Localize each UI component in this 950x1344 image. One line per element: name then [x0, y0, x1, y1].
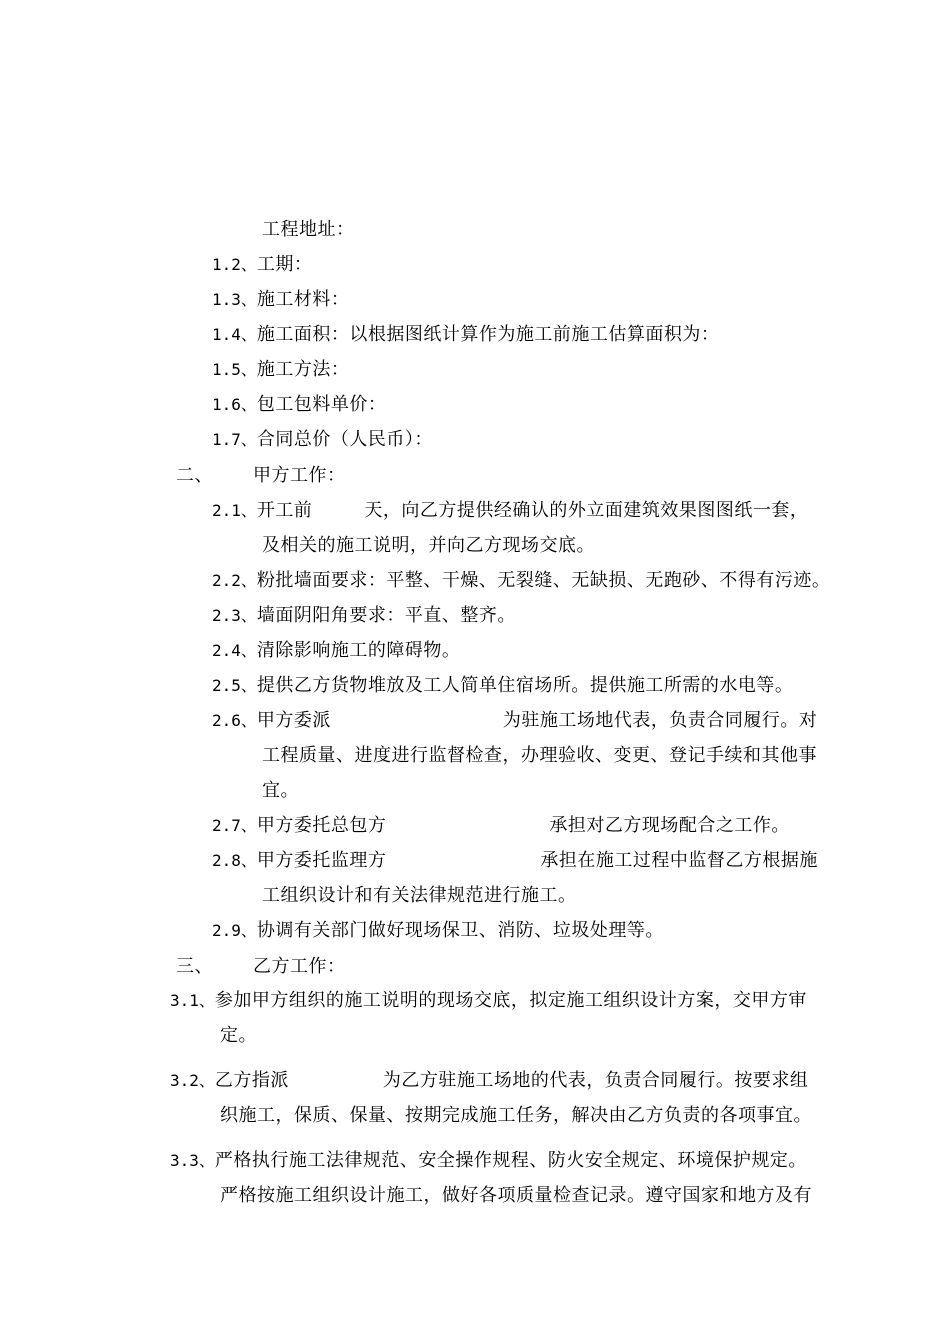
line-number: 2.9、: [212, 921, 257, 940]
line-2-2: [212, 568, 830, 594]
line-number: 2.8、: [212, 851, 257, 870]
line-number: 3.1、: [170, 991, 215, 1010]
line-2-3: [212, 603, 516, 629]
line-text: 提供乙方货物堆放及工人简单住宿场所。提供施工所需的水电等。: [256, 675, 794, 696]
line-1-2: [212, 252, 312, 278]
line-2-1: [212, 498, 808, 524]
line-1-6: [212, 392, 386, 418]
line-text: 清除影响施工的障碍物。: [256, 640, 461, 661]
line-text: 严格按施工组织设计施工，做好各项质量检查记录。遵守国家和地方及有: [220, 1185, 812, 1206]
line-2-6-cont: [262, 743, 817, 769]
section-title: 甲方工作：: [253, 465, 346, 486]
line-text-part-b: 承担在施工过程中监督乙方根据施: [540, 850, 818, 871]
line-text: 施工面积：以根据图纸计算作为施工前施工估算面积为：: [256, 324, 720, 345]
line-number: 3.2、: [170, 1071, 215, 1090]
line-1-3: [212, 287, 349, 313]
line-text: 及相关的施工说明，并向乙方现场交底。: [262, 535, 595, 556]
line-2-5: [212, 673, 793, 699]
line-number: 2.6、: [212, 711, 257, 730]
line-text: 参加甲方组织的施工说明的现场交底，拟定施工组织设计方案，交甲方审: [214, 990, 807, 1011]
line-2-8-cont: [262, 883, 577, 909]
section-number: 三、: [176, 956, 213, 977]
line-2-7: [212, 813, 790, 839]
line-text: 宜。: [262, 780, 299, 801]
section-heading-2: [176, 463, 346, 489]
line-3-1-cont: [220, 1023, 257, 1049]
line-text-part-a: 甲方委托总包方: [256, 815, 387, 836]
line-text-part-a: 乙方指派: [214, 1070, 289, 1091]
line-text-part-b: 为乙方驻施工场地的代表，负责合同履行。按要求组: [382, 1070, 809, 1091]
line-text: 工期：: [256, 254, 313, 275]
line-text: 定。: [220, 1025, 257, 1046]
line-text-part-a: 开工前: [256, 500, 313, 521]
line-2-4: [212, 638, 460, 664]
line-2-1-cont: [262, 533, 595, 559]
line-text: 合同总价（人民币）：: [256, 429, 433, 450]
line-text: 协调有关部门做好现场保卫、消防、垃圾处理等。: [256, 920, 664, 941]
line-number: 1.3、: [212, 290, 257, 309]
line-number: 2.3、: [212, 606, 257, 625]
line-2-6: [212, 708, 817, 734]
line-text: 施工材料：: [256, 289, 350, 310]
line-text: 墙面阴阳角要求：平直、整齐。: [256, 605, 516, 626]
line-number: 1.2、: [212, 255, 257, 274]
line-number: 1.7、: [212, 430, 257, 449]
line-text: 严格执行施工法律规范、安全操作规程、防火安全规定、环境保护规定。: [214, 1150, 807, 1171]
line-3-2: [170, 1068, 808, 1094]
line-number: 2.4、: [212, 641, 257, 660]
line-number: 1.4、: [212, 325, 257, 344]
line-text: 织施工，保质、保量、按期完成施工任务，解决由乙方负责的各项事宜。: [220, 1105, 812, 1126]
line-number: 2.1、: [212, 501, 257, 520]
line-number: 1.6、: [212, 395, 257, 414]
section-heading-3: [176, 954, 346, 980]
section-title: 乙方工作：: [253, 956, 346, 977]
line-1-7: [212, 427, 433, 453]
line-text-part-b: 承担对乙方现场配合之工作。: [549, 815, 790, 836]
line-text-part-a: 甲方委托监理方: [256, 850, 387, 871]
line-3-3-cont: [220, 1183, 812, 1209]
line-text: 粉批墙面要求：平整、干燥、无裂缝、无缺损、无跑砂、不得有污迹。: [256, 570, 831, 591]
line-text: 工组织设计和有关法律规范进行施工。: [262, 885, 577, 906]
line-text-part-a: 甲方委派: [256, 710, 331, 731]
line-2-9: [212, 918, 664, 944]
line-number: 2.7、: [212, 816, 257, 835]
line-text-part-b: 天，向乙方提供经确认的外立面建筑效果图图纸一套，: [364, 500, 809, 521]
line-text: 包工包料单价：: [256, 394, 387, 415]
line-2-6-cont-2: [262, 778, 299, 804]
line-1-4: [212, 322, 719, 348]
line-number: 2.5、: [212, 676, 257, 695]
line-3-1: [170, 988, 807, 1014]
section-number: 二、: [176, 465, 213, 486]
line-number: 1.5、: [212, 360, 257, 379]
line-1-5: [212, 357, 349, 383]
line-3-2-cont: [220, 1103, 812, 1129]
line-3-3: [170, 1148, 807, 1174]
line-text: 工程质量、进度进行监督检查，办理验收、变更、登记手续和其他事: [262, 745, 817, 766]
line-2-8: [212, 848, 818, 874]
line-text: 施工方法：: [256, 359, 350, 380]
line-text-part-b: 为驻施工场地代表，负责合同履行。对: [502, 710, 818, 731]
line-number: 2.2、: [212, 571, 257, 590]
line-address: [262, 217, 355, 243]
line-number: 3.3、: [170, 1151, 215, 1170]
line-text: 工程地址：: [262, 219, 355, 240]
